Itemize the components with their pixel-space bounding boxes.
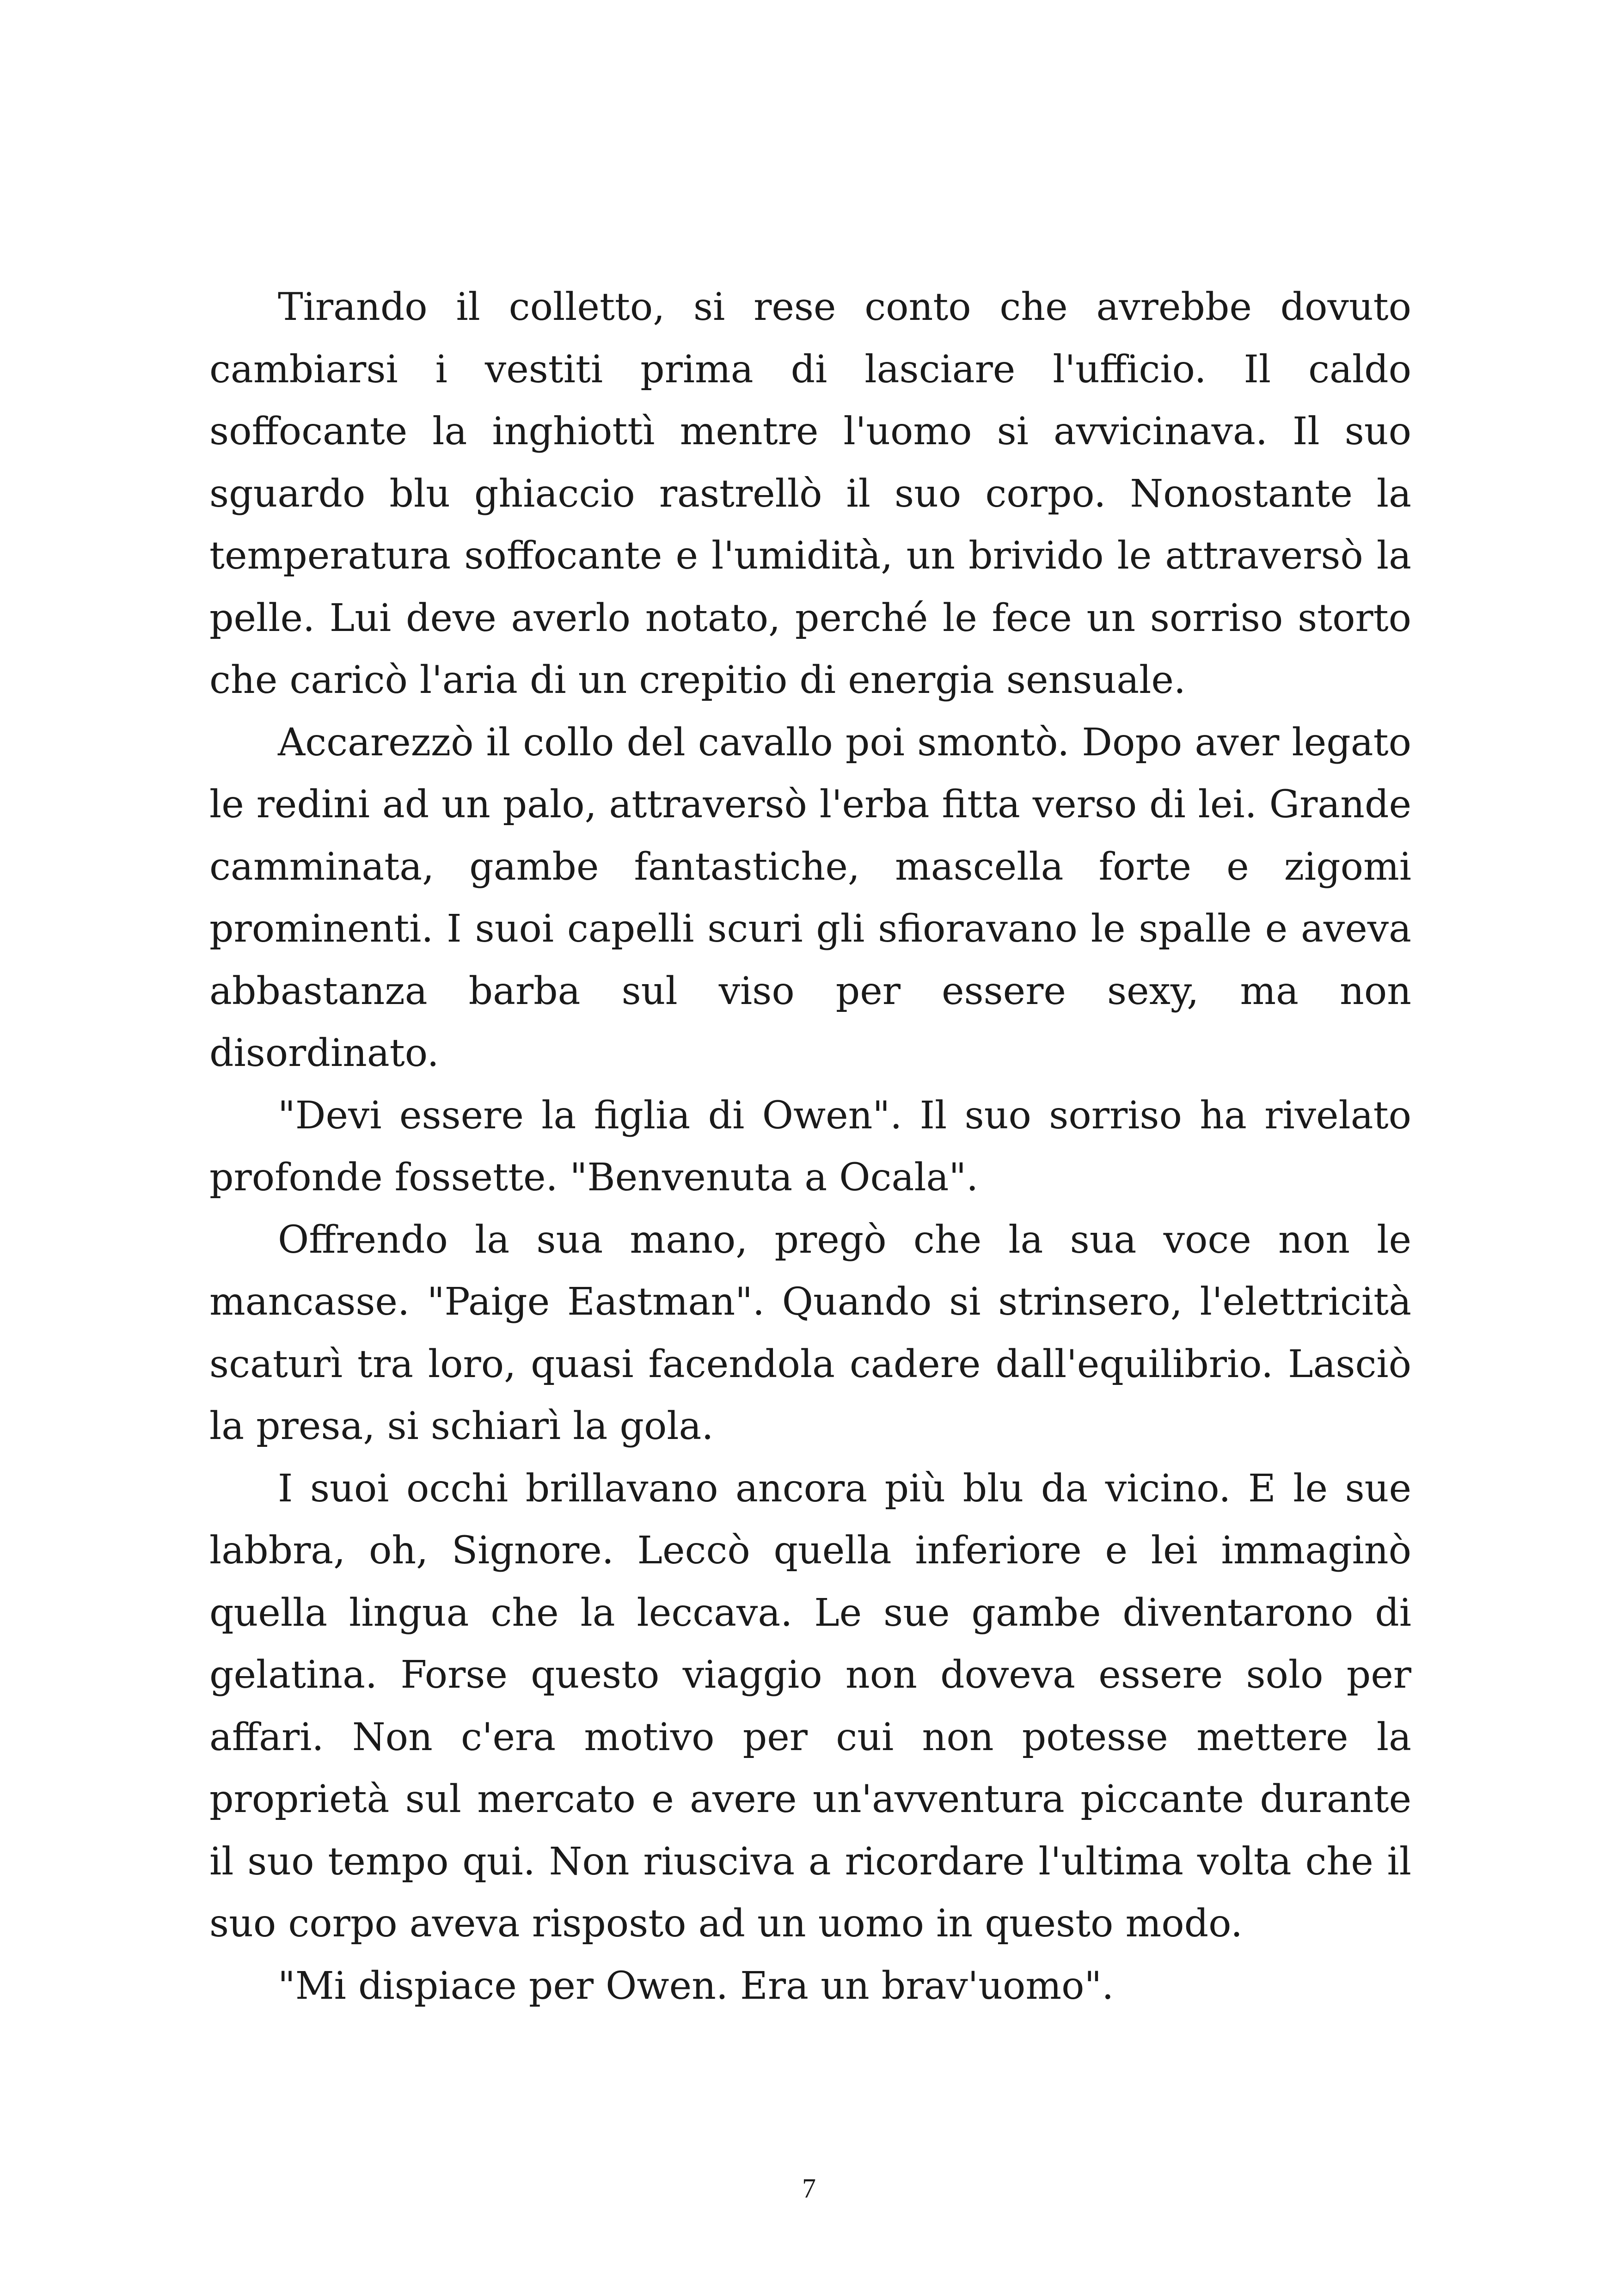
- paragraph-5: I suoi occhi brillavano ancora più blu da vicino. E le sue labbra, oh, Signore. Leccò quella inferiore e lei immaginò quella lingua che la leccava. Le sue gambe diventarono di gelatina. Forse questo viaggio non doveva essere solo per affari. Non c'era motivo per cui non potesse mettere la proprietà sul mercato e avere un'avventura piccante durante il suo tempo qui. Non riusciva a ricordare l'ultima volta che il suo corpo aveva risposto ad un uomo in questo modo.: [209, 1466, 1411, 1946]
- body-text: [209, 276, 1411, 2017]
- paragraph-6: "Mi dispiace per Owen. Era un brav'uomo".: [278, 1964, 1114, 2008]
- paragraph-3: "Devi essere la figlia di Owen". Il suo sorriso ha rivelato profonde fossette. "Benvenuta a Ocala".: [209, 1093, 1411, 1200]
- paragraph-4: Offrendo la sua mano, pregò che la sua voce non le mancasse. "Paige Eastman". Quando si strinsero, l'elettricità scaturì tra loro, quasi facendola cadere dall'equilibrio. Lasciò la presa, si schiarì la gola.: [209, 1218, 1411, 1448]
- page-number: 7: [802, 2173, 816, 2204]
- paragraph-2: Accarezzò il collo del cavallo poi smontò. Dopo aver legato le redini ad un palo, attraversò l'erba fitta verso di lei. Grande camminata, gambe fantastiche, mascella forte e zigomi prominenti. I suoi capelli scuri gli sfioravano le spalle e aveva abbastanza barba sul viso per essere sexy, ma non disordinato.: [209, 720, 1411, 1075]
- paragraph-1: Tirando il colletto, si rese conto che avrebbe dovuto cambiarsi i vestiti prima di lasciare l'ufficio. Il caldo soffocante la inghiottì mentre l'uomo si avvicinava. Il suo sguardo blu ghiaccio rastrellò il suo corpo. Nonostante la temperatura soffocante e l'umidità, un brivido le attraversò la pelle. Lui deve averlo notato, perché le fece un sorriso storto che caricò l'aria di un crepitio di energia sensuale.: [209, 285, 1411, 702]
